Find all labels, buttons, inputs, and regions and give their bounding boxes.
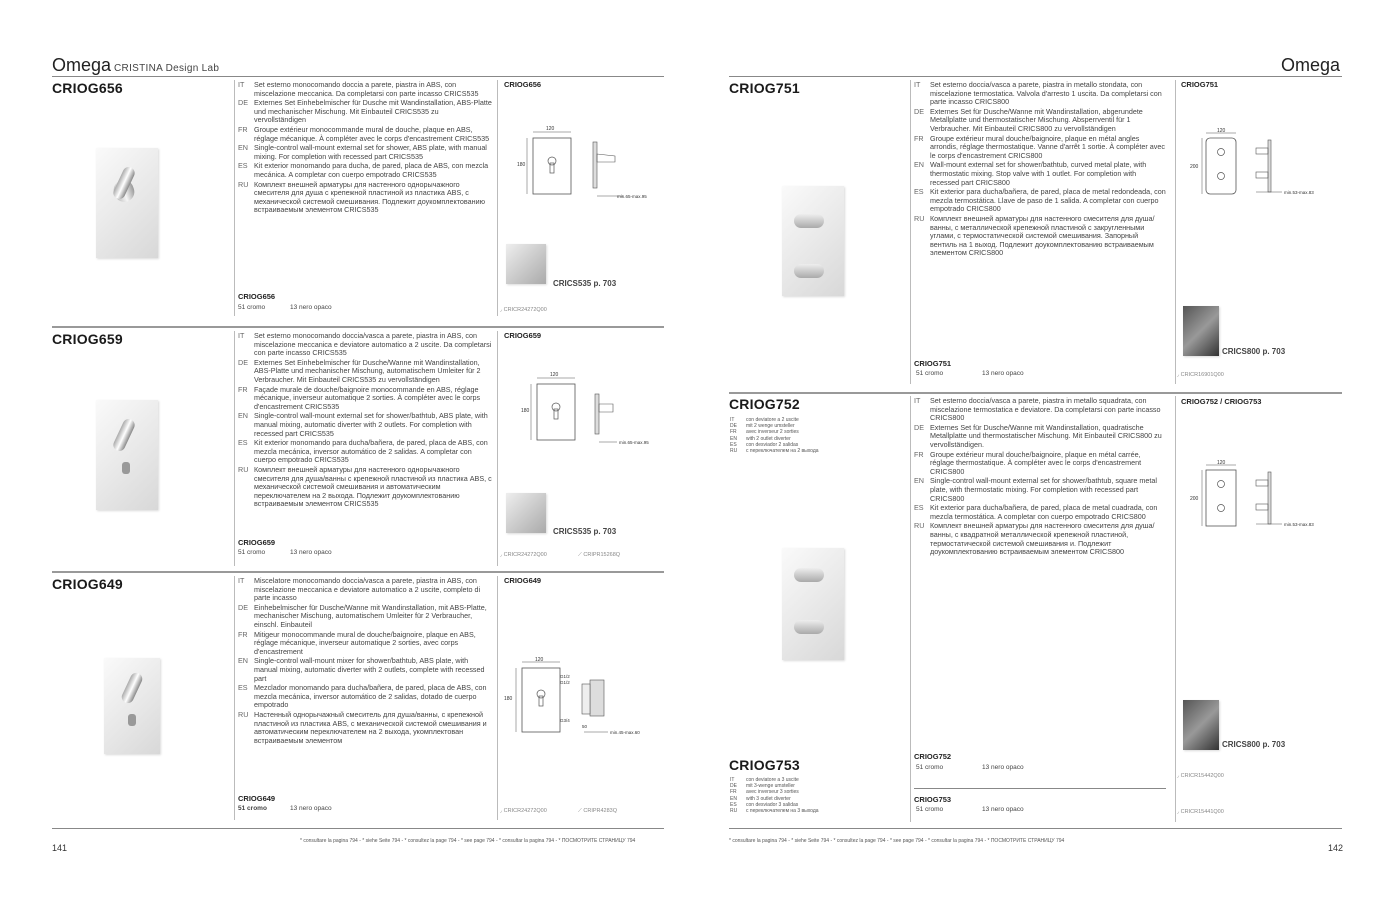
dim-width: 120	[1217, 128, 1226, 134]
tech-title: CRIOG752 / CRIOG753	[1181, 397, 1262, 406]
finishes: 51 cromo 13 nero opaco	[916, 370, 1024, 377]
product-code: CRIOG659	[52, 331, 123, 347]
dim-width: 120	[1217, 460, 1226, 466]
dim-height: 180	[521, 408, 530, 414]
spare-code: ◞ CRICR24272Q00	[500, 552, 547, 558]
column-divider	[497, 576, 498, 820]
footer-rule	[729, 828, 1342, 829]
dim-thread: G1/2	[560, 674, 570, 679]
column-divider	[497, 80, 498, 316]
spare-code: ◞ CRICR15442Q00	[1177, 773, 1224, 779]
spray-icon: ◞	[500, 552, 503, 558]
finishes: 51 cromo 13 nero opaco	[238, 805, 332, 812]
column-divider	[1175, 80, 1176, 384]
product-image	[782, 548, 844, 660]
sub-rule	[914, 788, 1166, 789]
spray-icon: ◞	[1177, 773, 1180, 779]
column-divider	[1175, 396, 1176, 822]
finishes: 51 cromo 13 nero opaco	[238, 304, 332, 311]
hose-icon: ⟋	[578, 808, 582, 814]
finishes: 51 cromo 13 nero opaco	[916, 764, 1024, 771]
dim-depth: min.45-max.60	[610, 730, 640, 735]
recessed-part-image	[506, 244, 546, 284]
brand-title: Omega CRISTINA Design Lab	[52, 55, 220, 75]
section-rule	[52, 571, 664, 573]
tech-title: CRIOG751	[1181, 80, 1219, 89]
technical-drawing	[515, 372, 660, 452]
technical-drawing	[500, 656, 660, 748]
spare-code: ◞ CRICR16901Q00	[1177, 372, 1224, 378]
sub-code: CRIOG649	[238, 794, 276, 803]
spray-icon: ◞	[500, 307, 503, 313]
technical-drawing	[1190, 460, 1340, 532]
dim-width: 120	[535, 657, 544, 663]
dim-width: 120	[546, 126, 555, 132]
finishes: 51 cromo 13 nero opaco	[916, 806, 1024, 813]
column-divider	[910, 80, 911, 384]
dim-thread: G1/2	[560, 680, 570, 685]
sub-code: CRIOG656	[238, 292, 276, 301]
dim-height: 180	[517, 162, 526, 168]
sub-code: CRIOG659	[238, 538, 276, 547]
product-image	[96, 400, 158, 510]
description-block: IT Miscelatore monocomando doccia/vasca a parete, piastra in ABS, con miscelazione meccanica e deviatore automatico a 2 uscite, completo di parte incasso DE Einhebelmischer für Dusche/Wanne mit Wandinstallation, mit ABS-Platte, mechanischer Mischung, automatischem Umleiter für 2 Verbraucher, einschl. Einbauteil FR Mitigeur monocommande mural de douche/baignoire, plaque en ABS, réglage mécanique, inverseur automatique 2 sorties, avec corps d'encastrement EN Single-control wall-mount mixer for shower/bathtub, ABS plate, with manual mixing, automatic diverter with 2 outlets, complete with recessed part ES Mezclador monomando para ducha/bañera, de pared, placa de ABS, con mezcla mecánica, inversor automático de 2 salidas, dotado de cuerpo empotrado RU Настенный однорычажный смеситель для душа/ванны, с крепежной пластиной из пластика ABS, с механической системой смешивания и автоматическим переключателем на 2 выхода, укомплектован встраиваемым элементом	[238, 576, 487, 745]
hose-icon: ⟋	[578, 552, 582, 558]
recessed-part-link[interactable]: CRICS800 p. 703	[1222, 740, 1286, 749]
dim-depth: min.53-max.83	[1284, 190, 1314, 195]
product-image	[104, 658, 160, 754]
sub-code: CRIOG752	[914, 752, 952, 761]
dim-width: 120	[550, 372, 559, 378]
product-code: CRIOG751	[729, 80, 800, 96]
spare-code: ⟋ CRIPR4283Q	[578, 808, 618, 814]
brand-subtitle: CRISTINA Design Lab	[114, 63, 220, 74]
product-code: CRIOG656	[52, 80, 123, 96]
product-image	[96, 148, 158, 258]
column-divider	[234, 576, 235, 820]
product-code: CRIOG752	[729, 396, 800, 412]
dim-50: 50	[582, 724, 588, 729]
page-number: 141	[52, 843, 68, 853]
column-divider	[234, 331, 235, 566]
column-divider	[910, 396, 911, 822]
spray-icon: ◞	[500, 808, 503, 814]
brand-title: Omega	[1281, 55, 1341, 75]
dim-depth: min.53-max.83	[1284, 522, 1314, 527]
technical-drawing	[1190, 128, 1340, 200]
spare-code: ⟋ CRIPR15268Q	[578, 552, 621, 558]
product-code: CRIOG649	[52, 576, 123, 592]
dim-height: 200	[1190, 164, 1199, 170]
technical-drawing	[515, 126, 660, 206]
sub-code: CRIOG753	[914, 795, 952, 804]
column-divider	[234, 80, 235, 316]
dim-height: 180	[504, 696, 513, 702]
description-block: IT Set esterno monocomando doccia/vasca a parete, piastra in ABS, con miscelazione meccanica e deviatore automatico a 2 uscite. Da completarsi con parte incasso CRICS535 DE Externes Set Einhebelmischer für Dusche/Wanne mit Wandinstallation, ABS-Platte und mechanischer Mischung, automatischem Umleiter für 2 Verbraucher. Mit Einbauteil CRICS535 zu vervollständigen FR Façade murale de douche/baignoire monocommande en ABS, réglage mécanique, inverseur automatique 2 sorties. À compléter avec le corps d'encastrement CRICS535 EN Single-control wall-mount external set for shower/bathtub, ABS plate, with manual mixing, automatic diverter with 2 outlets. For completion with recessed part CRICS535 ES Kit exterior monomando para ducha/bañera, de pared, placa de ABS, con mezcla mecánica, inversor automático de 2 salidas. A completar con cuerpo empotrado CRICS535 RU Комплект внешней арматуры для настенного однорычажного смесителя для душа/ванны с крепежной пластиной из пластика ABS, с механической системой смешивания и автоматическим переключателем на 2 выхода. Подлежит доукомплектованию встраиваемым элементом CRICS535	[238, 331, 492, 509]
tech-title: CRIOG659	[504, 331, 542, 340]
description-block: IT Set esterno monocomando doccia a parete, piastra in ABS, con miscelazione meccanica. Da completarsi con parte incasso CRICS535 DE Externes Set Einhebelmischer für Dusche mit Wandinstallation, ABS-Platte und mechanischer Mischung. Mit Einbauteil CRICS535 zu vervollständigen FR Groupe extérieur monocommande mural de douche, plaque en ABS, réglage mécanique. À compléter avec le corps d'encastrement CRICS535 EN Single-control wall-mount external set for shower, ABS plate, with manual mixing. For completion with recessed part CRICS535 ES Kit exterior monomando para ducha, de pared, placa de ABS, con mezcla mecánica. A completar con cuerpo empotrado CRICS535 RU Комплект внешней арматуры для настенного однорычажного смесителя для душа с крепежной пластиной из пластика ABS, с механической системой смешивания. Подлежит доукомплектованию встраиваемым элементом CRICS535	[238, 80, 492, 215]
spare-code: ◞ CRICR24272Q00	[500, 307, 547, 313]
recessed-part-link[interactable]: CRICS535 p. 703	[553, 279, 617, 288]
description-block: IT Set esterno doccia/vasca a parete, piastra in metallo squadrata, con miscelazione termostatica e deviatore. Da completarsi con parte incasso CRICS800 DE Externes Set für Dusche/Wanne mit Wandinstallation, quadratische Metallplatte und thermostatischer Mischung. Mit Einbauteil CRICS800 zu vervollständigen. FR Groupe extérieur mural douche/baignoire, plaque en métal carrée, réglage thermostatique. À compléter avec le corps d'encastrement CRICS800 EN Single-control wall-mount external set for shower/bathtub, square metal plate, with thermostatic mixing. For completion with recessed part CRICS800 ES Kit exterior para ducha/bañera, de pared, placa de metal cuadrada, con mezcla termostática. A completar con cuerpo empotrado CRICS800 RU Комплект внешней арматуры для настенного смесителя для душа/ванны, с квадратной металлической крепежной пластиной, термостатической системой смешивания и. Подлежит доукомплектованию встраиваемым элементом CRICS800	[914, 396, 1162, 557]
footer-rule	[52, 828, 664, 829]
recessed-part-link[interactable]: CRICS800 p. 703	[1222, 347, 1286, 356]
product-code: CRIOG753	[729, 757, 800, 773]
finishes: 51 cromo 13 nero opaco	[238, 549, 332, 556]
tech-title: CRIOG649	[504, 576, 542, 585]
footnote: * consultare la pagina 794 - * siehe Seite 794 - * consultez la page 794 - * see page 794 - * consultar la pagina 794 - * ПОСМОТРИТЕ СТРАНИЦУ 794	[300, 838, 636, 844]
header-rule	[52, 76, 664, 77]
recessed-part-link[interactable]: CRICS535 p. 703	[553, 527, 617, 536]
spray-icon: ◞	[1177, 372, 1180, 378]
dim-thread: G3/4	[560, 718, 570, 723]
dim-height: 200	[1190, 496, 1199, 502]
dim-depth: min.65-max.95	[617, 194, 647, 199]
tech-title: CRIOG656	[504, 80, 542, 89]
recessed-part-image	[506, 493, 546, 533]
dim-depth: min.65-max.95	[619, 440, 649, 445]
description-block: IT Set esterno doccia/vasca a parete, piastra in metallo stondata, con miscelazione termostatica. Valvola d'arresto 1 uscita. Da completarsi con parte incasso CRICS800 DE Externes Set für Dusche/Wanne mit Wandinstallation, abgerundete Metallplatte und thermostatischer Mischung. Absperrventil für 1 Verbraucher. Mit Einbauteil CRICS800 zu vervollständigen FR Groupe extérieur mural douche/baignoire, plaque en métal angles arrondis, réglage thermostatique. Vanne d'arrêt 1 sortie. À compléter avec le corps d'encastrement CRICS800 EN Wall-mount external set for shower/bathtub, curved metal plate, with thermostatic mixing. Stop valve with 1 outlet. For completion with recessed part CRICS800 ES Kit exterior para ducha/bañera, de pared, placa de metal redondeada, con mezcla termostática. Llave de paso de 1 salida. A completar con cuerpo empotrado CRICS800 RU Комплект внешней арматуры для настенного смесителя для душа/ванны, с металлической крепежной пластиной с закругленными углами, с термостатической системой смешивания. Запорный вентиль на 1 выход. Подлежит доукомплектованию встраиваемым элементом CRICS800	[914, 80, 1166, 258]
product-image	[782, 186, 844, 296]
header-rule	[729, 76, 1342, 77]
spray-icon: ◞	[1177, 809, 1180, 815]
section-rule	[52, 326, 664, 328]
sub-code: CRIOG751	[914, 359, 952, 368]
section-rule	[729, 392, 1342, 394]
recessed-part-image	[1183, 700, 1219, 750]
spare-code: ◞ CRICR15441Q00	[1177, 809, 1224, 815]
variant-config: IT con deviatore a 3 uscite DE mit 3-wenge umsteller FR avec inverseur 3 sorties EN with 3 outlet diverter ES con desviador 3 salidas RU с переключателем на 3 выхода	[730, 777, 819, 815]
variant-config: IT con deviatore a 2 uscite DE mit 2 wenge umsteller FR avec inverseur 2 sorties EN with 2 outlet diverter ES con desviador 2 salidas RU с переключателем на 2 выхода	[730, 417, 819, 455]
footnote: * consultare la pagina 794 - * siehe Seite 794 - * consultez la page 794 - * see page 794 - * consultar la pagina 794 - * ПОСМОТРИТЕ СТРАНИЦУ 794	[729, 838, 1065, 844]
recessed-part-image	[1183, 306, 1219, 356]
page-number: 142	[1328, 843, 1344, 853]
column-divider	[497, 331, 498, 566]
spare-code: ◞ CRICR24272Q00	[500, 808, 547, 814]
